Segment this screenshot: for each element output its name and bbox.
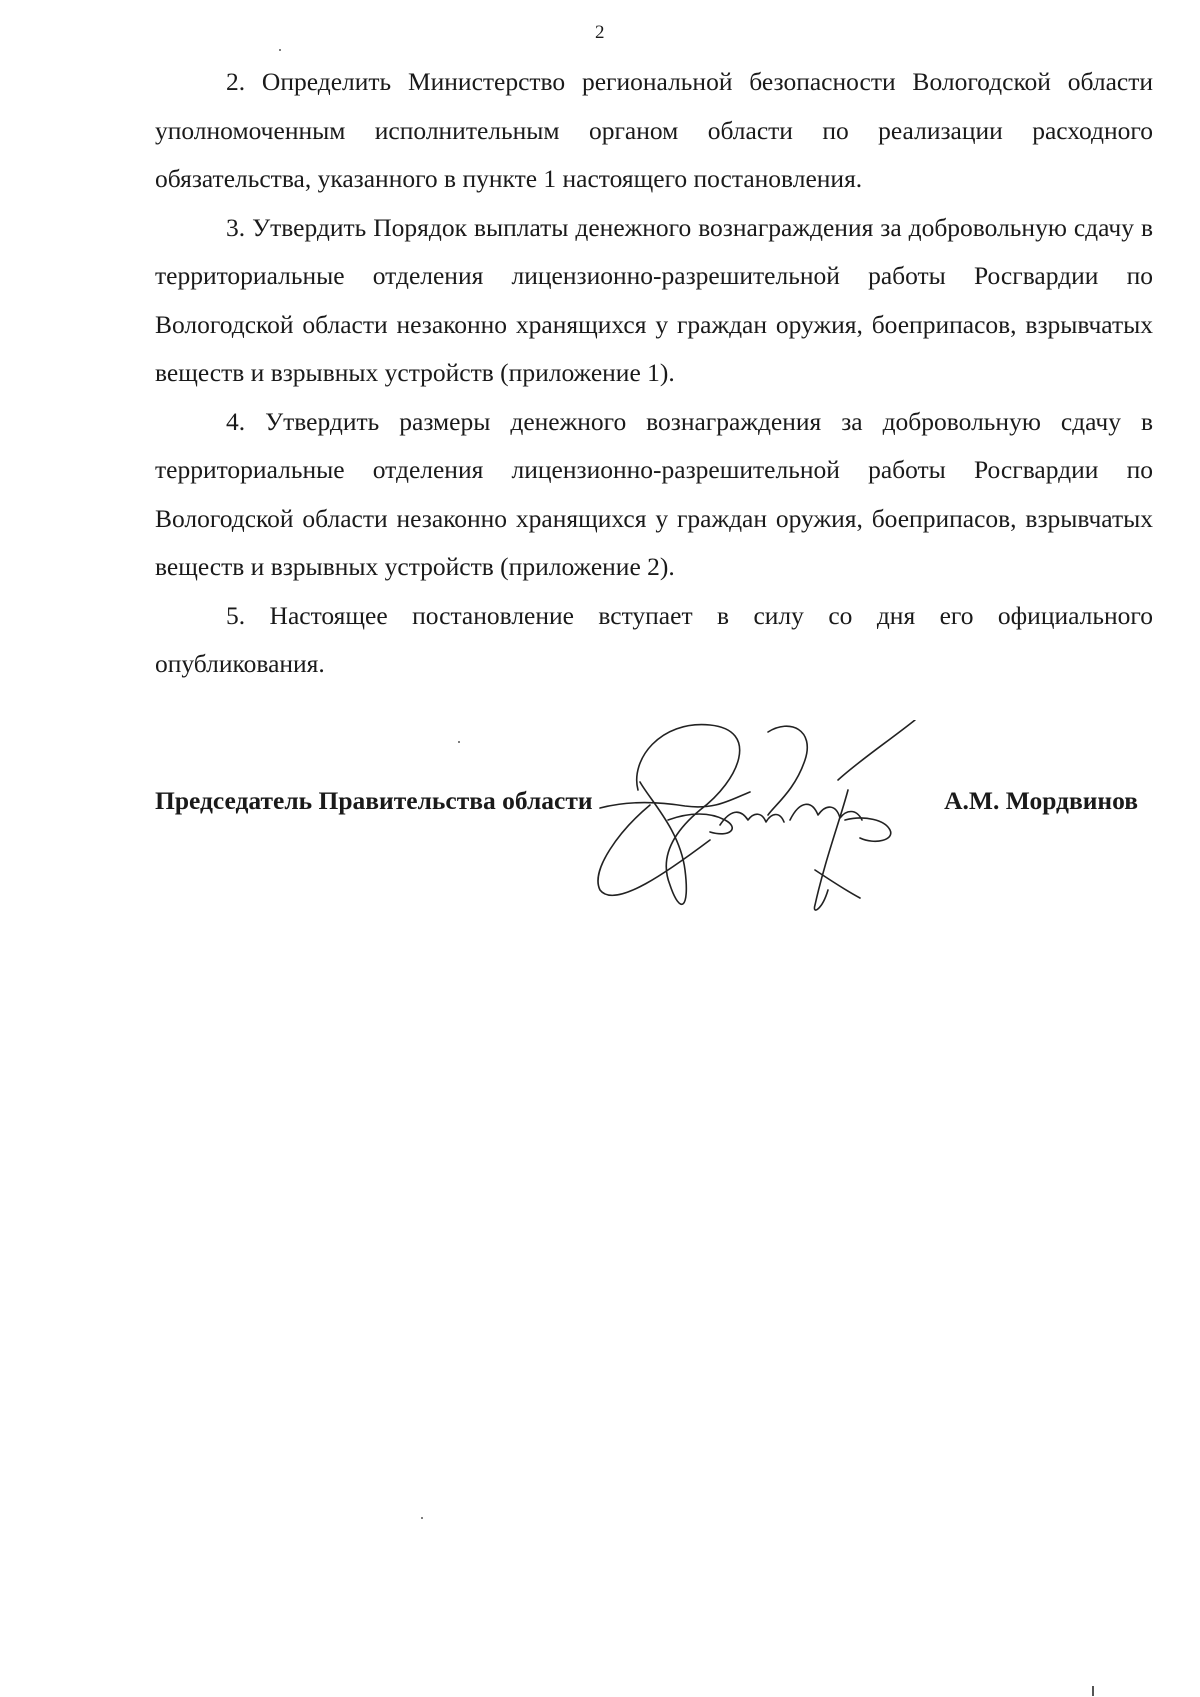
scan-speck bbox=[279, 49, 281, 51]
paragraph-2: 2. Определить Министерство региональной безопасности Вологодской области уполномоченным исполнительным органом области по реализации расходного обязательства, указанного в пункте 1 настоящего постановления. bbox=[155, 67, 1153, 193]
scan-speck bbox=[458, 741, 460, 743]
paragraph-5: 5. Настоящее постановление вступает в силу со дня его официального опубликования. bbox=[155, 600, 1153, 678]
page-number: 2 bbox=[595, 22, 605, 43]
paragraph-4: 4. Утвердить размеры денежного вознаграждения за добровольную сдачу в территориальные отделения лицензионно-разрешительной работы Росгвардии по Вологодской области незаконно хранящихся у граждан оружия, боеприпасов, взрывчатых веществ и взрывных устройств (приложение 2). bbox=[155, 406, 1153, 581]
scan-speck bbox=[1092, 1686, 1094, 1696]
signatory-name: А.М. Мордвинов bbox=[944, 786, 1138, 815]
scan-speck bbox=[421, 1517, 423, 1519]
handwritten-signature-icon bbox=[590, 720, 950, 930]
document-body bbox=[155, 58, 1153, 689]
signatory-position: Председатель Правительства области bbox=[155, 786, 593, 815]
paragraph-3: 3. Утвердить Порядок выплаты денежного вознаграждения за добровольную сдачу в территориальные отделения лицензионно-разрешительной работы Росгвардии по Вологодской области незаконно хранящихся у граждан оружия, боеприпасов, взрывчатых веществ и взрывных устройств (приложение 1). bbox=[155, 212, 1153, 387]
